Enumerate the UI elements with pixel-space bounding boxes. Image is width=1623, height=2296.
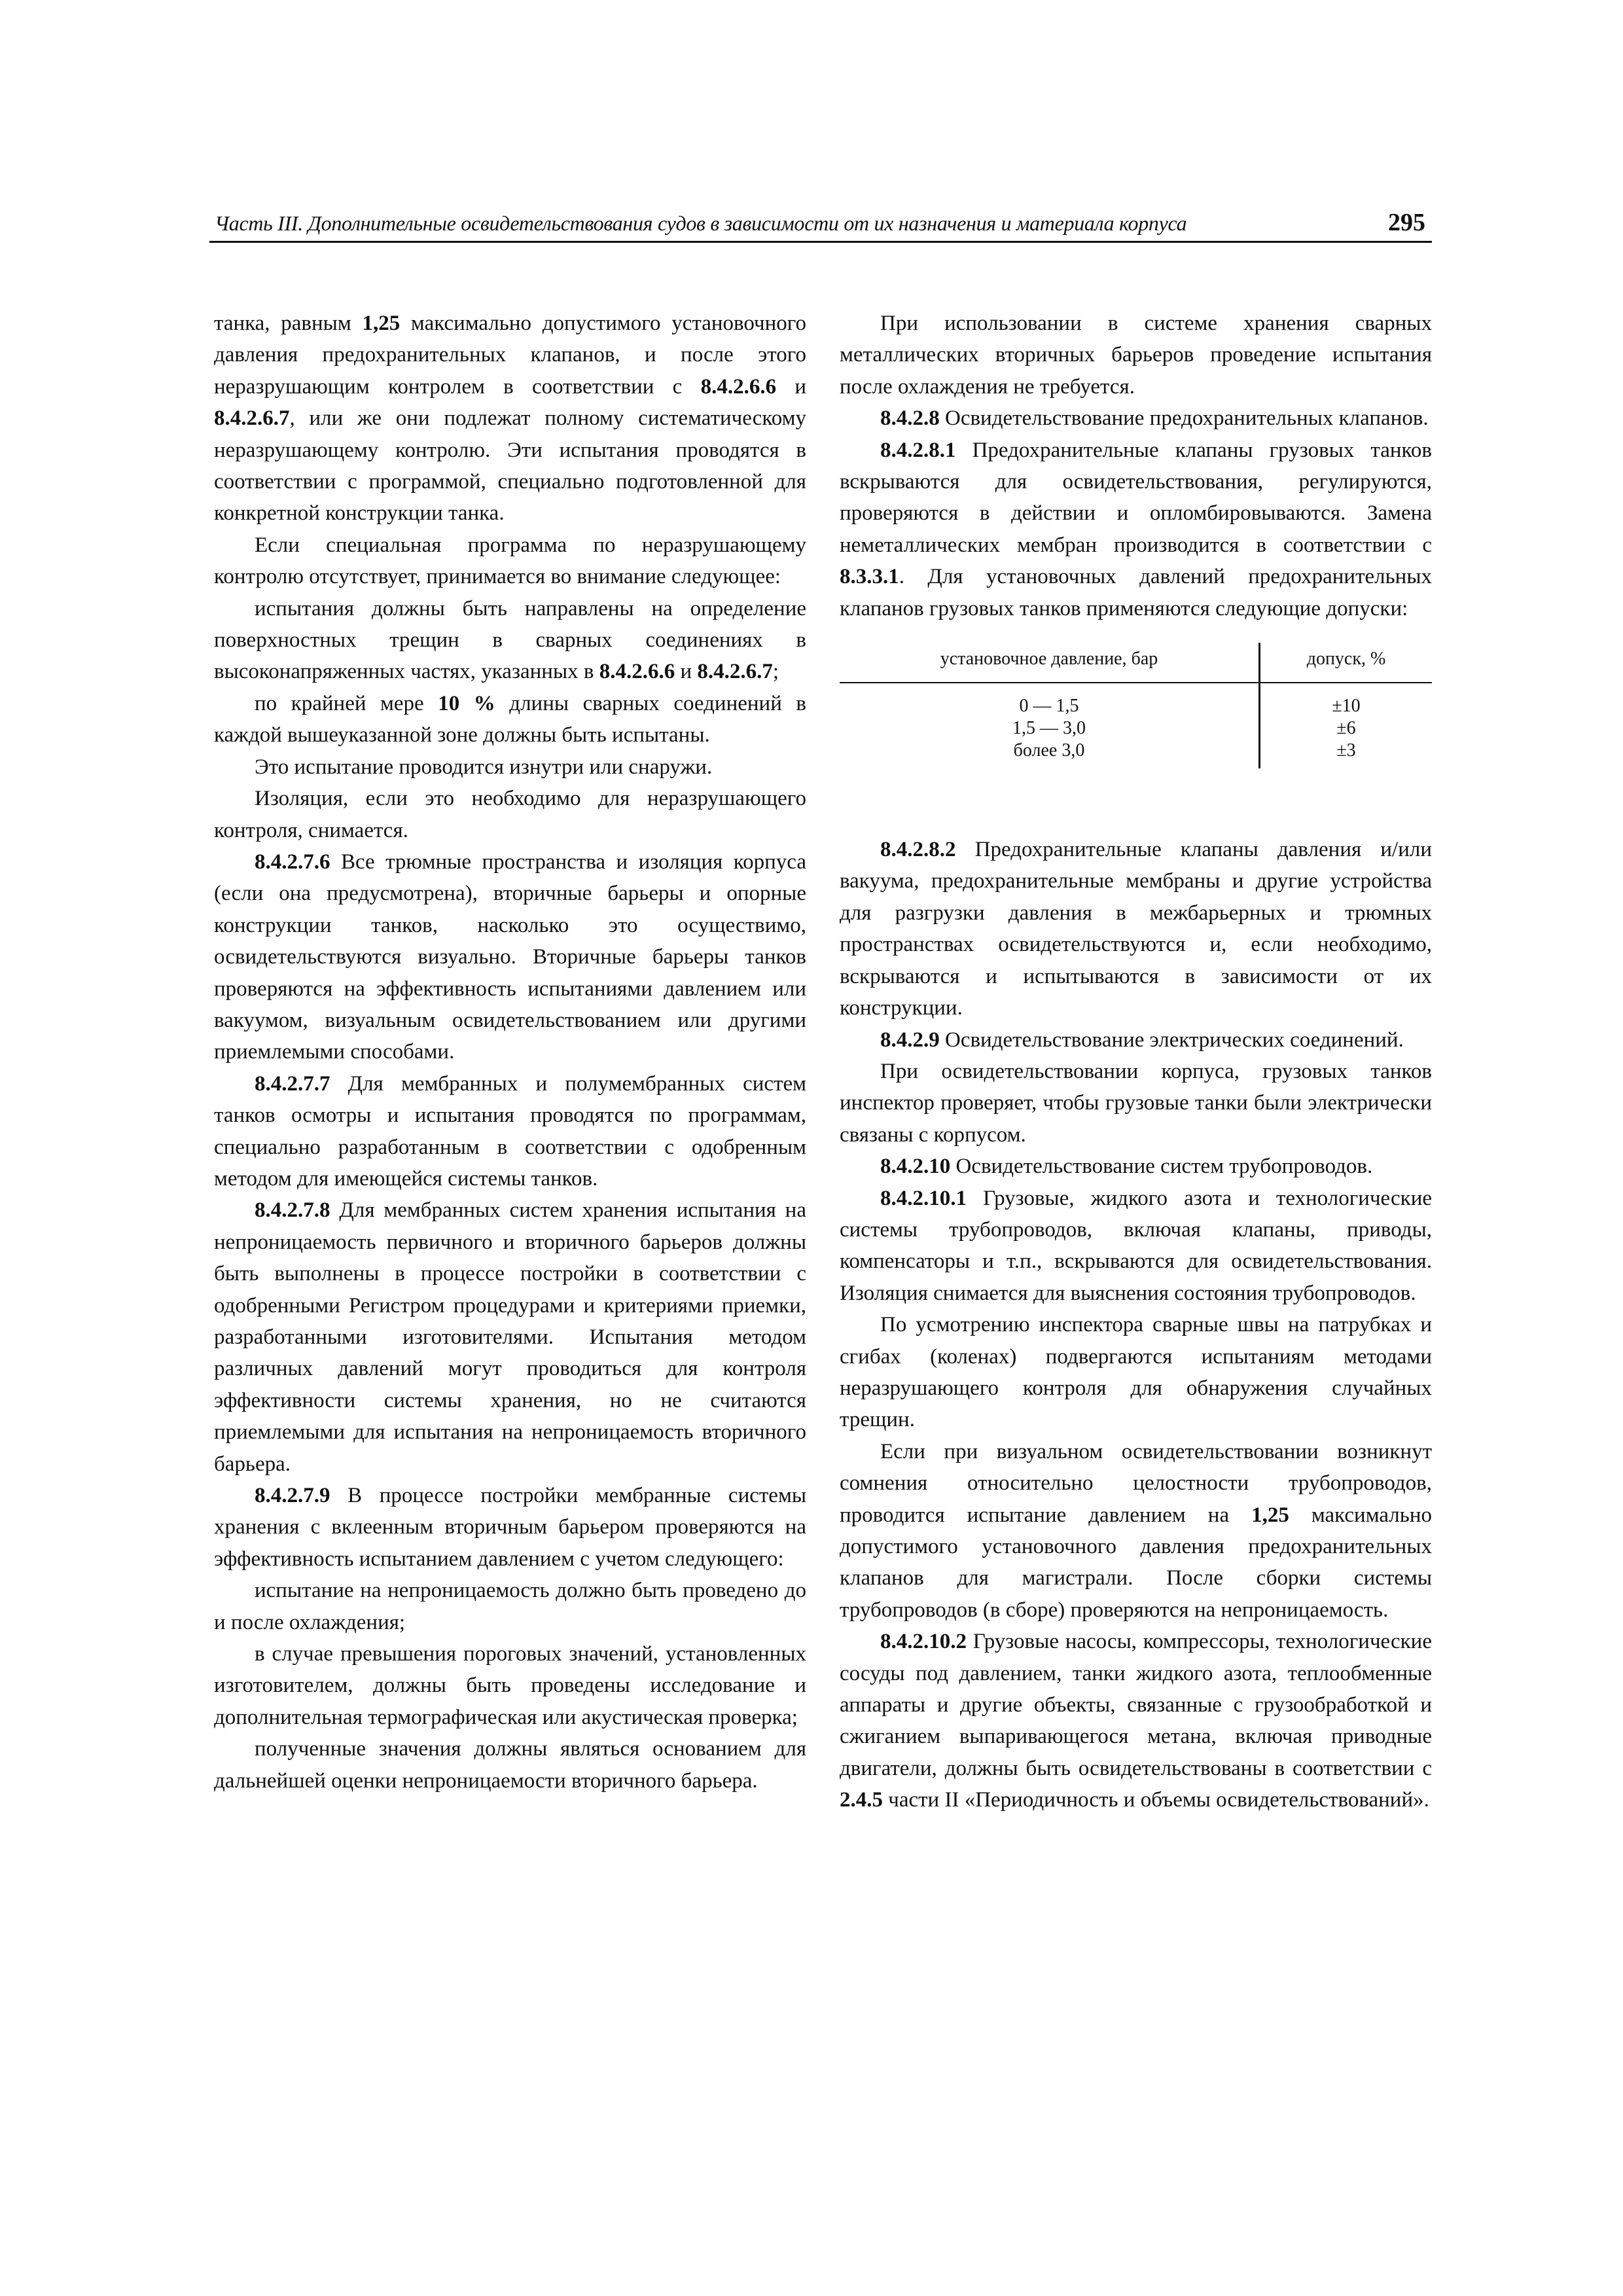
column-header-pressure: установочное давление, бар <box>840 643 1260 683</box>
clause-reference: 8.4.2.6.6 <box>599 660 675 684</box>
clause-reference: 8.4.2.6.7 <box>214 406 290 431</box>
clause-number: 8.4.2.7.9 <box>255 1484 330 1508</box>
tolerance-cell: ±3 <box>1336 740 1356 761</box>
clause-8-4-2-7-6: 8.4.2.7.6 Все трюмные пространства и изоляция корпуса (если она предусмотрена), вторичные барьеры и опорные конструкции танков, насколько это осуществимо, освидетельствуются визуально. Вторичные барьеры танков проверяются на эффективность испытаниями давлением или вакуумом, визуальным освидетельствованием или другими приемлемыми способами. <box>214 850 806 1064</box>
clause-reference: 2.4.5 <box>840 1788 883 1812</box>
page-number: 295 <box>1388 209 1425 236</box>
running-title: Часть III. Дополнительные освидетельствования судов в зависимости от их назначения и материала корпуса <box>215 211 1187 235</box>
paragraph: При освидетельствовании корпуса, грузовых танков инспектор проверяет, чтобы грузовые танки были электрически связаны с корпусом. <box>840 1059 1432 1147</box>
clause-number: 8.4.2.7.8 <box>255 1198 330 1223</box>
paragraph: испытание на непроницаемость должно быть проведено до и после охлаждения; <box>214 1579 806 1634</box>
paragraph: испытания должны быть направлены на определение поверхностных трещин в сварных соединениях в высоконапряженных частях, указанных в 8.4.2.6.6 и 8.4.2.6.7; <box>214 596 806 684</box>
clause-number: 8.4.2.10.2 <box>880 1630 967 1654</box>
numeric-value: 1,25 <box>1251 1503 1289 1527</box>
paragraph: По усмотрению инспектора сварные швы на патрубках и сгибах (коленах) подвергаются испытаниям методами неразрушающего контроля для обнаружения случайных трещин. <box>840 1313 1432 1432</box>
table-header-row <box>840 643 1432 683</box>
table-row <box>840 683 1432 717</box>
paragraph: Если при визуальном освидетельствовании возникнут сомнения относительно целостности трубопроводов, проводится испытание давлением на 1,25 максимально допустимого установочного давления предохранительных клапанов для магистрали. После сборки системы трубопроводов (в сборе) проверяются на непроницаемость. <box>840 1439 1432 1622</box>
clause-8-4-2-10-2: 8.4.2.10.2 Грузовые насосы, компрессоры, технологические сосуды под давлением, танки жидкого азота, теплообменные аппараты и другие объекты, связанные с грузообработкой и сжиганием выпаривающегося метана, включая приводные двигатели, должны быть освидетельствованы в соответствии с 2.4.5 части II «Периодичность и объемы освидетельствований». <box>840 1630 1432 1812</box>
clause-8-4-2-8: 8.4.2.8 Освидетельствование предохранительных клапанов. <box>880 406 1429 431</box>
clause-8-4-2-7-7: 8.4.2.7.7 Для мембранных и полумембранных систем танков осмотры и испытания проводятся по программам, специально разработанным в соответствии с одобренным методом для имеющейся системы танков. <box>214 1071 806 1191</box>
clause-number: 8.4.2.8.2 <box>880 838 956 862</box>
numeric-value: 1,25 <box>362 312 401 335</box>
pressure-cell: 0 — 1,5 <box>840 683 1260 717</box>
paragraph: Это испытание проводится изнутри или снаружи. <box>255 755 713 779</box>
clause-8-4-2-8-1: 8.4.2.8.1 Предохранительные клапаны грузовых танков вскрываются для освидетельствования, регулируются, проверяются в действии и опломбировываются. Замена неметаллических мембран производится в соответствии с 8.3.3.1. Для установочных давлений предохранительных клапанов грузовых танков применяются следующие допуски: <box>840 438 1432 620</box>
clause-8-4-2-7-9: 8.4.2.7.9 В процессе постройки мембранные системы хранения с вклеенным вторичным барьером проверяются на эффективность испытанием давлением с учетом следующего: <box>214 1484 806 1571</box>
page-header <box>209 199 1432 243</box>
paragraph: Если специальная программа по неразрушающему контролю отсутствует, принимается во внимание следующее: <box>214 533 806 589</box>
paragraph: по крайней мере 10 % длины сварных соединений в каждой вышеуказанной зоне должны быть испытаны. <box>214 691 806 747</box>
clause-number: 8.4.2.8 <box>880 406 940 431</box>
table-row <box>840 740 1432 768</box>
clause-8-4-2-8-2: 8.4.2.8.2 Предохранительные клапаны давления и/или вакуума, предохранительные мембраны и другие устройства для разгрузки давления в межбарьерных и трюмных пространствах освидетельствуются и, если необходимо, вскрываются и испытываются в зависимости от их конструкции. <box>840 838 1432 1020</box>
clause-reference: 8.4.2.6.7 <box>697 660 773 684</box>
tolerance-cell: ±6 <box>1336 718 1356 739</box>
clause-8-4-2-7-8: 8.4.2.7.8 Для мембранных систем хранения испытания на непроницаемость первичного и вторичного барьеров должны быть выполнены в процессе постройки в соответствии с одобренными Регистром процедурами и критериями приемки, разработанными изготовителями. Испытания методом различных давлений могут проводиться для контроля эффективности системы хранения, но не считаются приемлемыми для испытания на непроницаемость вторичного барьера. <box>214 1198 806 1476</box>
pressure-cell: более 3,0 <box>840 740 1260 768</box>
paragraph: Изоляция, если это необходимо для неразрушающего контроля, снимается. <box>214 787 806 842</box>
tolerance-table <box>840 643 1432 768</box>
clause-8-4-2-9: 8.4.2.9 Освидетельствование электрических соединений. <box>880 1028 1404 1052</box>
table-row <box>840 717 1432 740</box>
clause-8-4-2-10-1: 8.4.2.10.1 Грузовые, жидкого азота и технологические системы трубопроводов, включая клапаны, приводы, компенсаторы и т.п., вскрываются для освидетельствования. Изоляция снимается для выяснения состояния трубопроводов. <box>840 1186 1432 1305</box>
clause-number: 8.4.2.9 <box>880 1028 940 1052</box>
clause-number: 8.4.2.7.7 <box>255 1071 330 1096</box>
clause-reference: 8.3.3.1 <box>840 565 899 589</box>
column-header-tolerance: допуск, % <box>1260 643 1433 683</box>
clause-number: 8.4.2.7.6 <box>255 850 330 874</box>
paragraph: танка, равным 1,25 максимально допустимого установочного давления предохранительных клапанов, и после этого неразрушающим контролем в соответствии с 8.4.2.6.6 и 8.4.2.6.7, или же они подлежат полному систематическому неразрушающему контролю. Эти испытания проводятся в соответствии с программой, специально подготовленной для конкретной конструкции танка. <box>214 312 806 526</box>
clause-number: 8.4.2.10.1 <box>880 1186 967 1210</box>
pressure-cell: 1,5 — 3,0 <box>840 717 1260 740</box>
tolerance-cell: ±10 <box>1332 696 1361 717</box>
clause-8-4-2-10: 8.4.2.10 Освидетельствование систем трубопроводов. <box>880 1155 1373 1179</box>
paragraph: полученные значения должны являться основанием для дальнейшей оценки непроницаемости вторичного барьера. <box>214 1737 806 1793</box>
numeric-value: 10 % <box>438 691 495 715</box>
clause-reference: 8.4.2.6.6 <box>700 374 777 399</box>
right-column <box>840 308 1432 1816</box>
clause-number: 8.4.2.10 <box>880 1155 951 1179</box>
left-column <box>214 308 806 1797</box>
paragraph: При использовании в системе хранения сварных металлических вторичных барьеров проведение испытания после охлаждения не требуется. <box>840 312 1432 399</box>
clause-number: 8.4.2.8.1 <box>880 438 956 462</box>
paragraph: в случае превышения пороговых значений, установленных изготовителем, должны быть проведены исследование и дополнительная термографическая или акустическая проверка; <box>214 1642 806 1729</box>
